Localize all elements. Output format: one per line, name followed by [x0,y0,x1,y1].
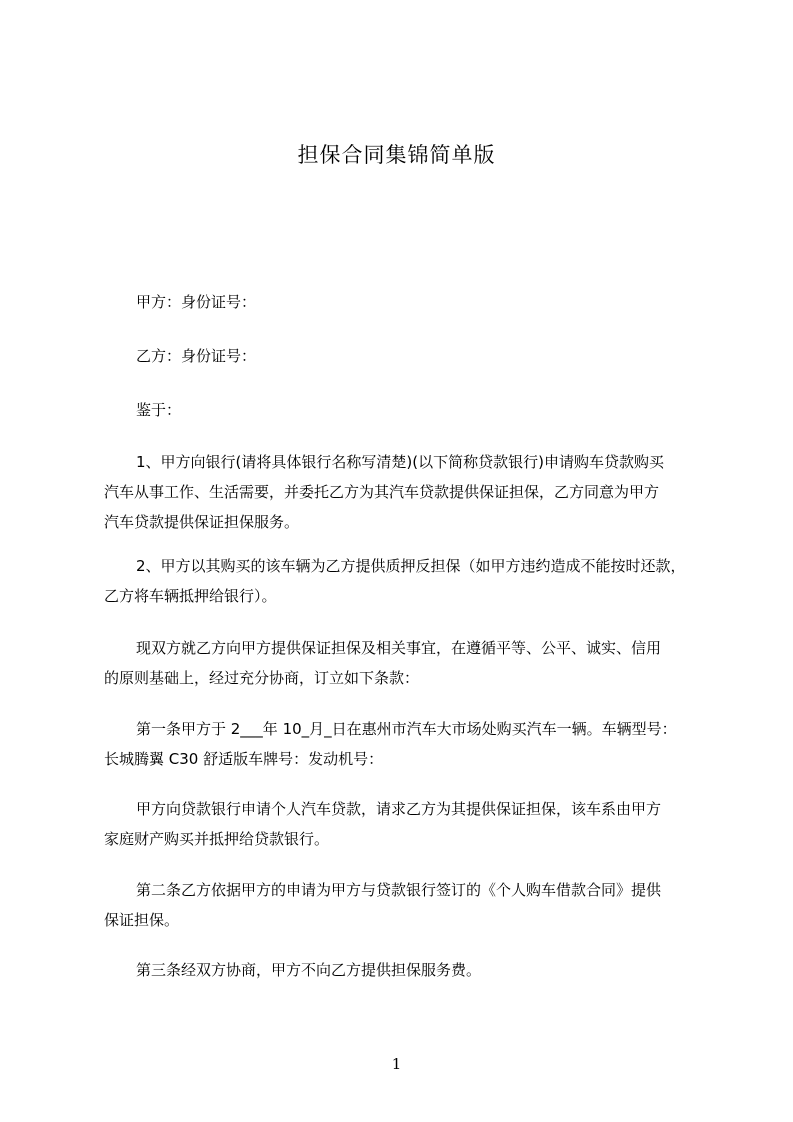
article-3-paragraph: 第三条经双方协商，甲方不向乙方提供担保服务费。 [136,961,482,979]
article-1-paragraph [104,714,714,774]
agreement-intro-paragraph [104,633,714,693]
article-1-line-2: 长城腾翼 C30 舒适版车牌号：发动机号： [104,750,384,768]
clause-1-paragraph [104,447,714,537]
agreement-intro-line-1: 现双方就乙方向甲方提供保证担保及相关事宜，在遵循平等、公平、诚实、信用 [136,639,662,657]
agreement-intro-line-2: 的原则基础上，经过充分协商，订立如下条款： [104,669,420,687]
clause-2-paragraph [104,551,714,611]
article-1-continued-line-2: 家庭财产购买并抵押给贷款银行。 [104,830,330,848]
article-2-line-2: 保证担保。 [104,911,180,929]
document-title: 担保合同集锦简单版 [297,143,496,167]
page-number: 1 [391,1055,402,1073]
party-a-line: 甲方：身份证号： [136,293,257,311]
party-b-line: 乙方：身份证号： [136,347,257,365]
whereas-heading: 鉴于： [136,401,182,419]
clause-1-line-1: 1、甲方向银行(请将具体银行名称写清楚)(以下简称贷款银行)申请购车贷款购买 [136,453,664,471]
clause-2-line-2: 乙方将车辆抵押给银行）。 [104,587,277,605]
clause-2-line-1: 2、甲方以其购买的该车辆为乙方提供质押反担保（如甲方违约造成不能按时还款， [136,557,686,575]
clause-1-line-2: 汽车从事工作、生活需要，并委托乙方为其汽车贷款提供保证担保，乙方同意为甲方 [104,483,660,501]
article-1-line-1: 第一条甲方于 2___年 10_月_日在惠州市汽车大市场处购买汽车一辆。车辆型号： [136,720,677,738]
article-2-line-1: 第二条乙方依据甲方的申请为甲方与贷款银行签订的《个人购车借款合同》提供 [136,881,662,899]
clause-1-line-3: 汽车贷款提供保证担保服务。 [104,513,300,531]
article-1-continued-line-1: 甲方向贷款银行申请个人汽车贷款，请求乙方为其提供保证担保，该车系由甲方 [136,800,662,818]
article-2-paragraph [104,875,714,935]
article-1-continued-paragraph [104,794,714,854]
